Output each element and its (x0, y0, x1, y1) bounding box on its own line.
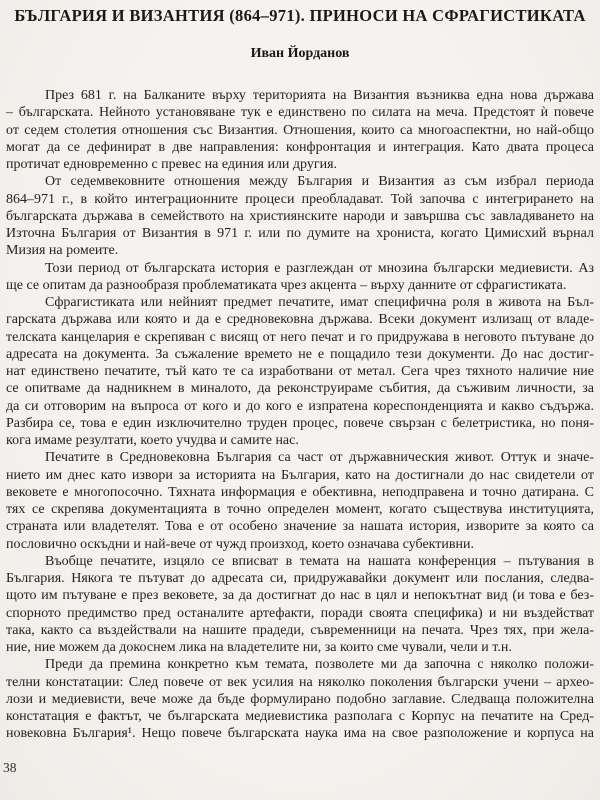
text-line: ние, ние можем да докоснем лика на владетелите ни, за които сме чували, чели и т.н. (6, 640, 512, 655)
text-line: българската държава в семейството на християнските народи и завършва със завладяването на (6, 208, 594, 224)
text-line: тях се скрепява документацията в точно определен момент, когато съществува институцията, (6, 502, 594, 517)
paragraph (6, 294, 594, 449)
text-line: Този период от българската история е разглеждан от мнозина български медиевисти. Аз (45, 260, 594, 276)
text-line: телни констатации: След повече от век усилия на няколко поколения български учени – архео- (6, 674, 594, 690)
text-line: Разбира се, това е един изключително труден процес, повече свързан с белетристика, но поня- (6, 415, 594, 431)
text-line: адресата на документа. За съжаление времето не е пощадило тези документи. До нас достиг- (6, 346, 594, 362)
page-number: 38 (3, 760, 17, 775)
text-line: се опитваме да надникнем в миналото, да реконструираме събития, да съживим личности, за (6, 381, 594, 397)
paragraph (6, 260, 594, 295)
text-line: Източна България от Византия в 971 г. или по думите на хрониста, когато Цимисхий върнал (6, 226, 594, 241)
text-line: България. Някога те пътуват до адресата си, придружавайки документ или послания, следва- (6, 571, 594, 586)
body-text (6, 87, 594, 743)
text-line: спорното предимство пред останалите артефакти, поради своята специфика) и ни въздействат (6, 605, 594, 621)
text-line: телската канцелария е скрепяван с висящ от него печат и го придружава в неговото пътуване до (6, 329, 594, 345)
text-line: щото им пътуване е през вековете, за да достигнат до нас в цял и непокътнат вид (и това е без- (6, 588, 594, 604)
text-line: Мизия на ромеите. (6, 243, 119, 259)
paragraph (6, 87, 594, 173)
text-line: пословично оскъдни и най-вече от чужд произход, което означава субективни. (6, 536, 474, 552)
text-line: – българската. Нейното установяване тук е единствено по силата на меча. Предстоят ѝ повече (6, 105, 594, 121)
text-line: Въобще печатите, изцяло се вписват в темата на нашата конференция – пътувания в (45, 553, 594, 569)
paragraph (6, 173, 594, 259)
text-line: могат да се дефинират в две направления: конфронтация и интеграция. Като двата процеса (6, 139, 594, 155)
text-line: лози и медиевисти, вече може да бъде формулирано подобно заглавие. Следваща положителна (6, 691, 594, 707)
paragraph (6, 449, 594, 553)
page-title: БЪЛГАРИЯ И ВИЗАНТИЯ (864–971). ПРИНОСИ НА СФРАГИСТИКАТА (14, 6, 586, 25)
text-line: да си отговорим на въпроса от кого и до кого е изпратена кореспонденцията и какво съдържа. (6, 398, 594, 414)
text-line: гарската държава или която и да е средновековна държава. Всеки документ излизащ от владе- (6, 312, 594, 328)
paragraph (6, 656, 594, 742)
text-line: ще се опитам да разнообразя проблематиката чрез акцента – върху данните от сфрагистиката. (6, 277, 567, 293)
text-line: страната или владетелят. Това е от особено значение за нашата история, изворите за която са (6, 519, 594, 535)
text-line: протичат едновременно с превес на единия или другия. (6, 157, 338, 172)
text-line: вековете е многопосочно. Тяхната информация е обективна, неподправена и точно датирана. С (6, 484, 594, 500)
text-line: от седем столетия отношения със Византия. Отношения, които са многоаспектни, но най-общо (6, 122, 594, 138)
text-line: 864–971 г., в който интеграционните процеси преобладават. Той започва с интегрирането на (6, 191, 594, 207)
text-line: така, както са въздействали на нашите прадеди, съвременници на печата. Чрез тях, при жела- (6, 622, 594, 638)
text-line: нието им днес като извори за историята на България, като на достигнали до нас свидетели от (6, 467, 594, 483)
text-line: констатация е фактът, че българската медиевистика разполага с Корпус на печатите на Сред- (6, 709, 594, 724)
text-line: Сфрагистиката или нейният предмет печатите, имат специфична роля в живота на Бъл- (45, 295, 594, 310)
text-line: кога имаме резултати, което учудва и самите нас. (6, 433, 299, 448)
text-line: нат единствено печатите, тъй като те са изработвани от метал. Сега чрез тяхното наличие ние (6, 364, 594, 379)
paragraph (6, 553, 594, 657)
text-line: През 681 г. на Балканите върху територията на Византия възниква една нова държава (45, 88, 594, 103)
author-name: Иван Йорданов (250, 46, 350, 61)
text-line: От седемвековните отношения между България и Византия аз съм избрал периода (45, 174, 594, 190)
text-line: Печатите в Средновековна България са част от държавническия живот. Оттук и значе- (45, 450, 594, 466)
text-line: новековна България¹. Нещо повече българската наука има на свое разположение и корпуса на (6, 726, 594, 742)
text-line: Преди да премина конкретно към темата, позволете ми да започна с няколко положи- (45, 657, 594, 673)
